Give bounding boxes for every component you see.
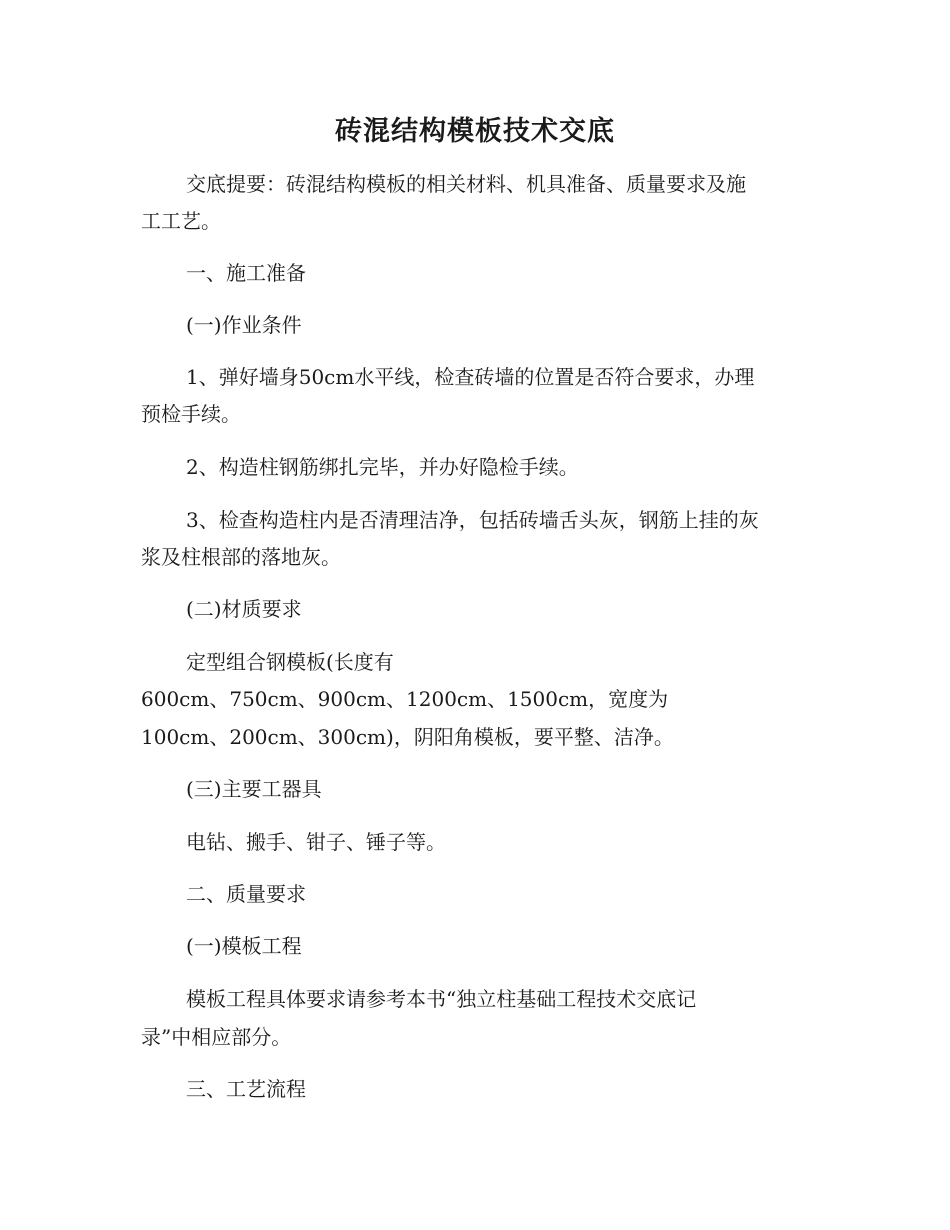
summary-line-2: 工工艺。 xyxy=(141,209,221,233)
section-heading-preparation: 一、施工准备 xyxy=(186,261,306,285)
tools-text: 电钻、搬手、钳子、锤子等。 xyxy=(186,830,446,854)
summary-line-1: 交底提要：砖混结构模板的相关材料、机具准备、质量要求及施 xyxy=(186,172,746,196)
subheading-formwork: (一)模板工程 xyxy=(186,934,302,958)
section-heading-quality: 二、质量要求 xyxy=(186,882,306,906)
formwork-line-2: 录”中相应部分。 xyxy=(141,1025,292,1049)
subheading-work-conditions: (一)作业条件 xyxy=(186,313,302,337)
materials-line-3: 100cm、200cm、300cm)，阴阳角模板，要平整、洁净。 xyxy=(141,725,674,749)
subheading-materials: (二)材质要求 xyxy=(186,597,302,621)
section-heading-process: 三、工艺流程 xyxy=(186,1077,306,1101)
item-2: 2、构造柱钢筋绑扎完毕，并办好隐检手续。 xyxy=(186,455,579,479)
document-title: 砖混结构模板技术交底 xyxy=(335,116,615,147)
materials-line-2: 600cm、750cm、900cm、1200cm、1500cm，宽度为 xyxy=(141,687,669,711)
item-1-line-2: 预检手续。 xyxy=(141,402,241,426)
item-3-line-2: 浆及柱根部的落地灰。 xyxy=(141,545,341,569)
formwork-line-1: 模板工程具体要求请参考本书“独立柱基础工程技术交底记 xyxy=(186,987,697,1011)
item-3-line-1: 3、检查构造柱内是否清理洁净，包括砖墙舌头灰，钢筋上挂的灰 xyxy=(186,508,759,532)
materials-line-1: 定型组合钢模板(长度有 xyxy=(186,650,394,674)
subheading-tools: (三)主要工器具 xyxy=(186,777,322,801)
item-1-line-1: 1、弹好墙身50cm水平线，检查砖墙的位置是否符合要求，办理 xyxy=(186,365,755,389)
